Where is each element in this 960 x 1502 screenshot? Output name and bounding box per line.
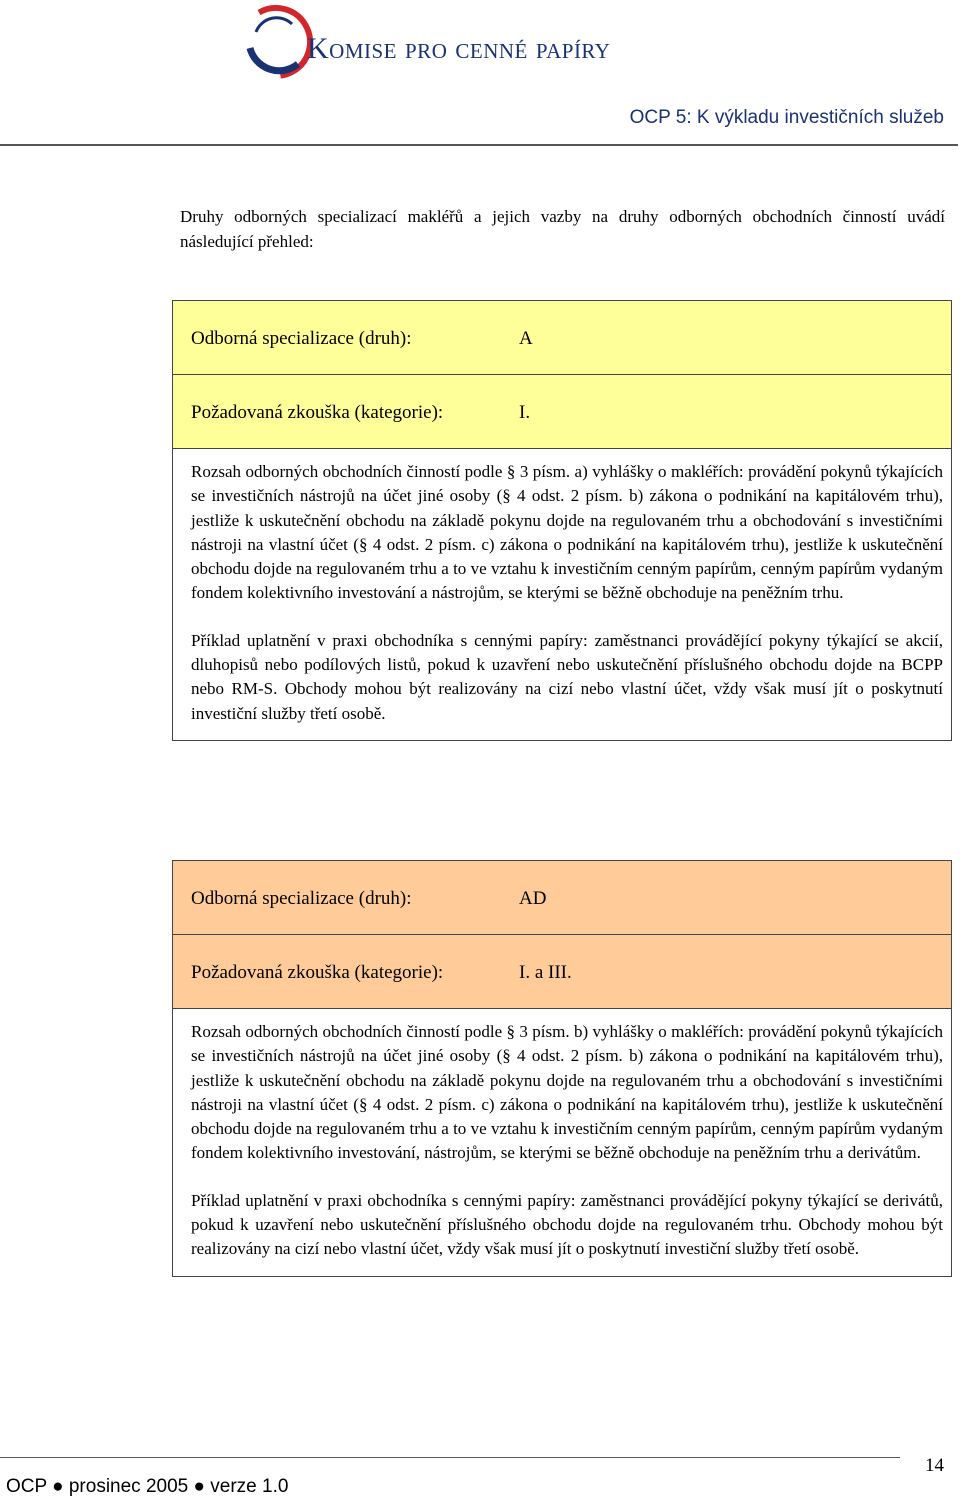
exam-label: Požadovaná zkouška (kategorie): xyxy=(191,962,444,983)
specialization-label: Odborná specializace (druh): xyxy=(191,888,412,909)
exam-row xyxy=(173,935,951,1009)
specialization-row xyxy=(173,861,951,935)
specialization-row xyxy=(173,301,951,375)
intro-paragraph: Druhy odborných specializací makléřů a jejich vazby na druhy odborných obchodních činností uvádí následující přehled: xyxy=(180,207,945,251)
exam-value: I. a III. xyxy=(519,962,572,983)
scope-paragraph: Rozsah odborných obchodních činností podle § 3 písm. b) vyhlášky o makléřích: provádění pokynů týkajících se investičních nástrojů na účet jiné osoby (§ 4 odst. 2 písm. b) zákona o podnikání na kapitálovém trhu), jestliže k uskutečnění obchodu na základě pokynu dojde na regulovaném trhu a obchodování s investičními nástroji na vlastní účet (§ 4 odst. 2 písm. c) zákona o podnikání na kapitálovém trhu), jestliže k uskutečnění obchodu dojde na regulovaném trhu a to ve vztahu k investičním cenným papírům, cenným papírům vydaným fondem kolektivního investování, nástrojům, se kterými se běžně obchoduje na peněžním trhu a derivátům. xyxy=(191,1022,943,1163)
specialization-value: AD xyxy=(519,888,547,909)
scope-paragraph: Rozsah odborných obchodních činností podle § 3 písm. a) vyhlášky o makléřích: provádění pokynů týkajících se investičních nástrojů na účet jiné osoby (§ 4 odst. 2 písm. b) zákona o podnikání na kapitálovém trhu), jestliže k uskutečnění obchodu na základě pokynu dojde na regulovaném trhu a obchodování s investičními nástroji na vlastní účet (§ 4 odst. 2 písm. c) zákona o podnikání na kapitálovém trhu), jestliže k uskutečnění obchodu dojde na regulovaném trhu a to ve vztahu k investičním cenným papírům, cenným papírům vydaným fondem kolektivního investování a nástrojům, se kterými se běžně obchoduje na peněžním trhu. xyxy=(191,462,943,603)
exam-value: I. xyxy=(519,402,531,423)
organization-name: Komise pro cenné papíry xyxy=(307,32,611,65)
specialization-description xyxy=(173,1009,951,1276)
logo-icon xyxy=(236,2,316,82)
specialization-value: A xyxy=(519,328,533,349)
specialization-block-ad xyxy=(172,860,952,1277)
page-number: 14 xyxy=(925,1455,944,1476)
example-paragraph: Příklad uplatnění v praxi obchodníka s cennými papíry: zaměstnanci provádějící pokyny týkající se akcií, dluhopisů nebo podílových listů, pokud k uzavření nebo uskutečnění příslušného obchodu dojde na BCPP nebo RM-S. Obchody mohou být realizovány na cizí nebo vlastní účet, vždy však musí jít o poskytnutí investiční služby třetí osobě. xyxy=(191,630,943,723)
footer-divider xyxy=(0,1457,900,1458)
header-divider xyxy=(0,144,958,146)
specialization-label: Odborná specializace (druh): xyxy=(191,328,412,349)
exam-row xyxy=(173,375,951,449)
specialization-block-a xyxy=(172,300,952,741)
exam-label: Požadovaná zkouška (kategorie): xyxy=(191,402,444,423)
document-subtitle: OCP 5: K výkladu investičních služeb xyxy=(629,107,944,128)
example-paragraph: Příklad uplatnění v praxi obchodníka s cennými papíry: zaměstnanci provádějící pokyny týkající se derivátů, pokud k uzavření nebo uskutečnění příslušného obchodu dojde na regulovaném trhu. Obchody mohou být realizovány na cizí nebo vlastní účet, vždy však musí jít o poskytnutí investiční služby třetí osobě. xyxy=(191,1190,943,1259)
footer-text: OCP ● prosinec 2005 ● verze 1.0 xyxy=(6,1476,289,1497)
specialization-description xyxy=(173,449,951,740)
